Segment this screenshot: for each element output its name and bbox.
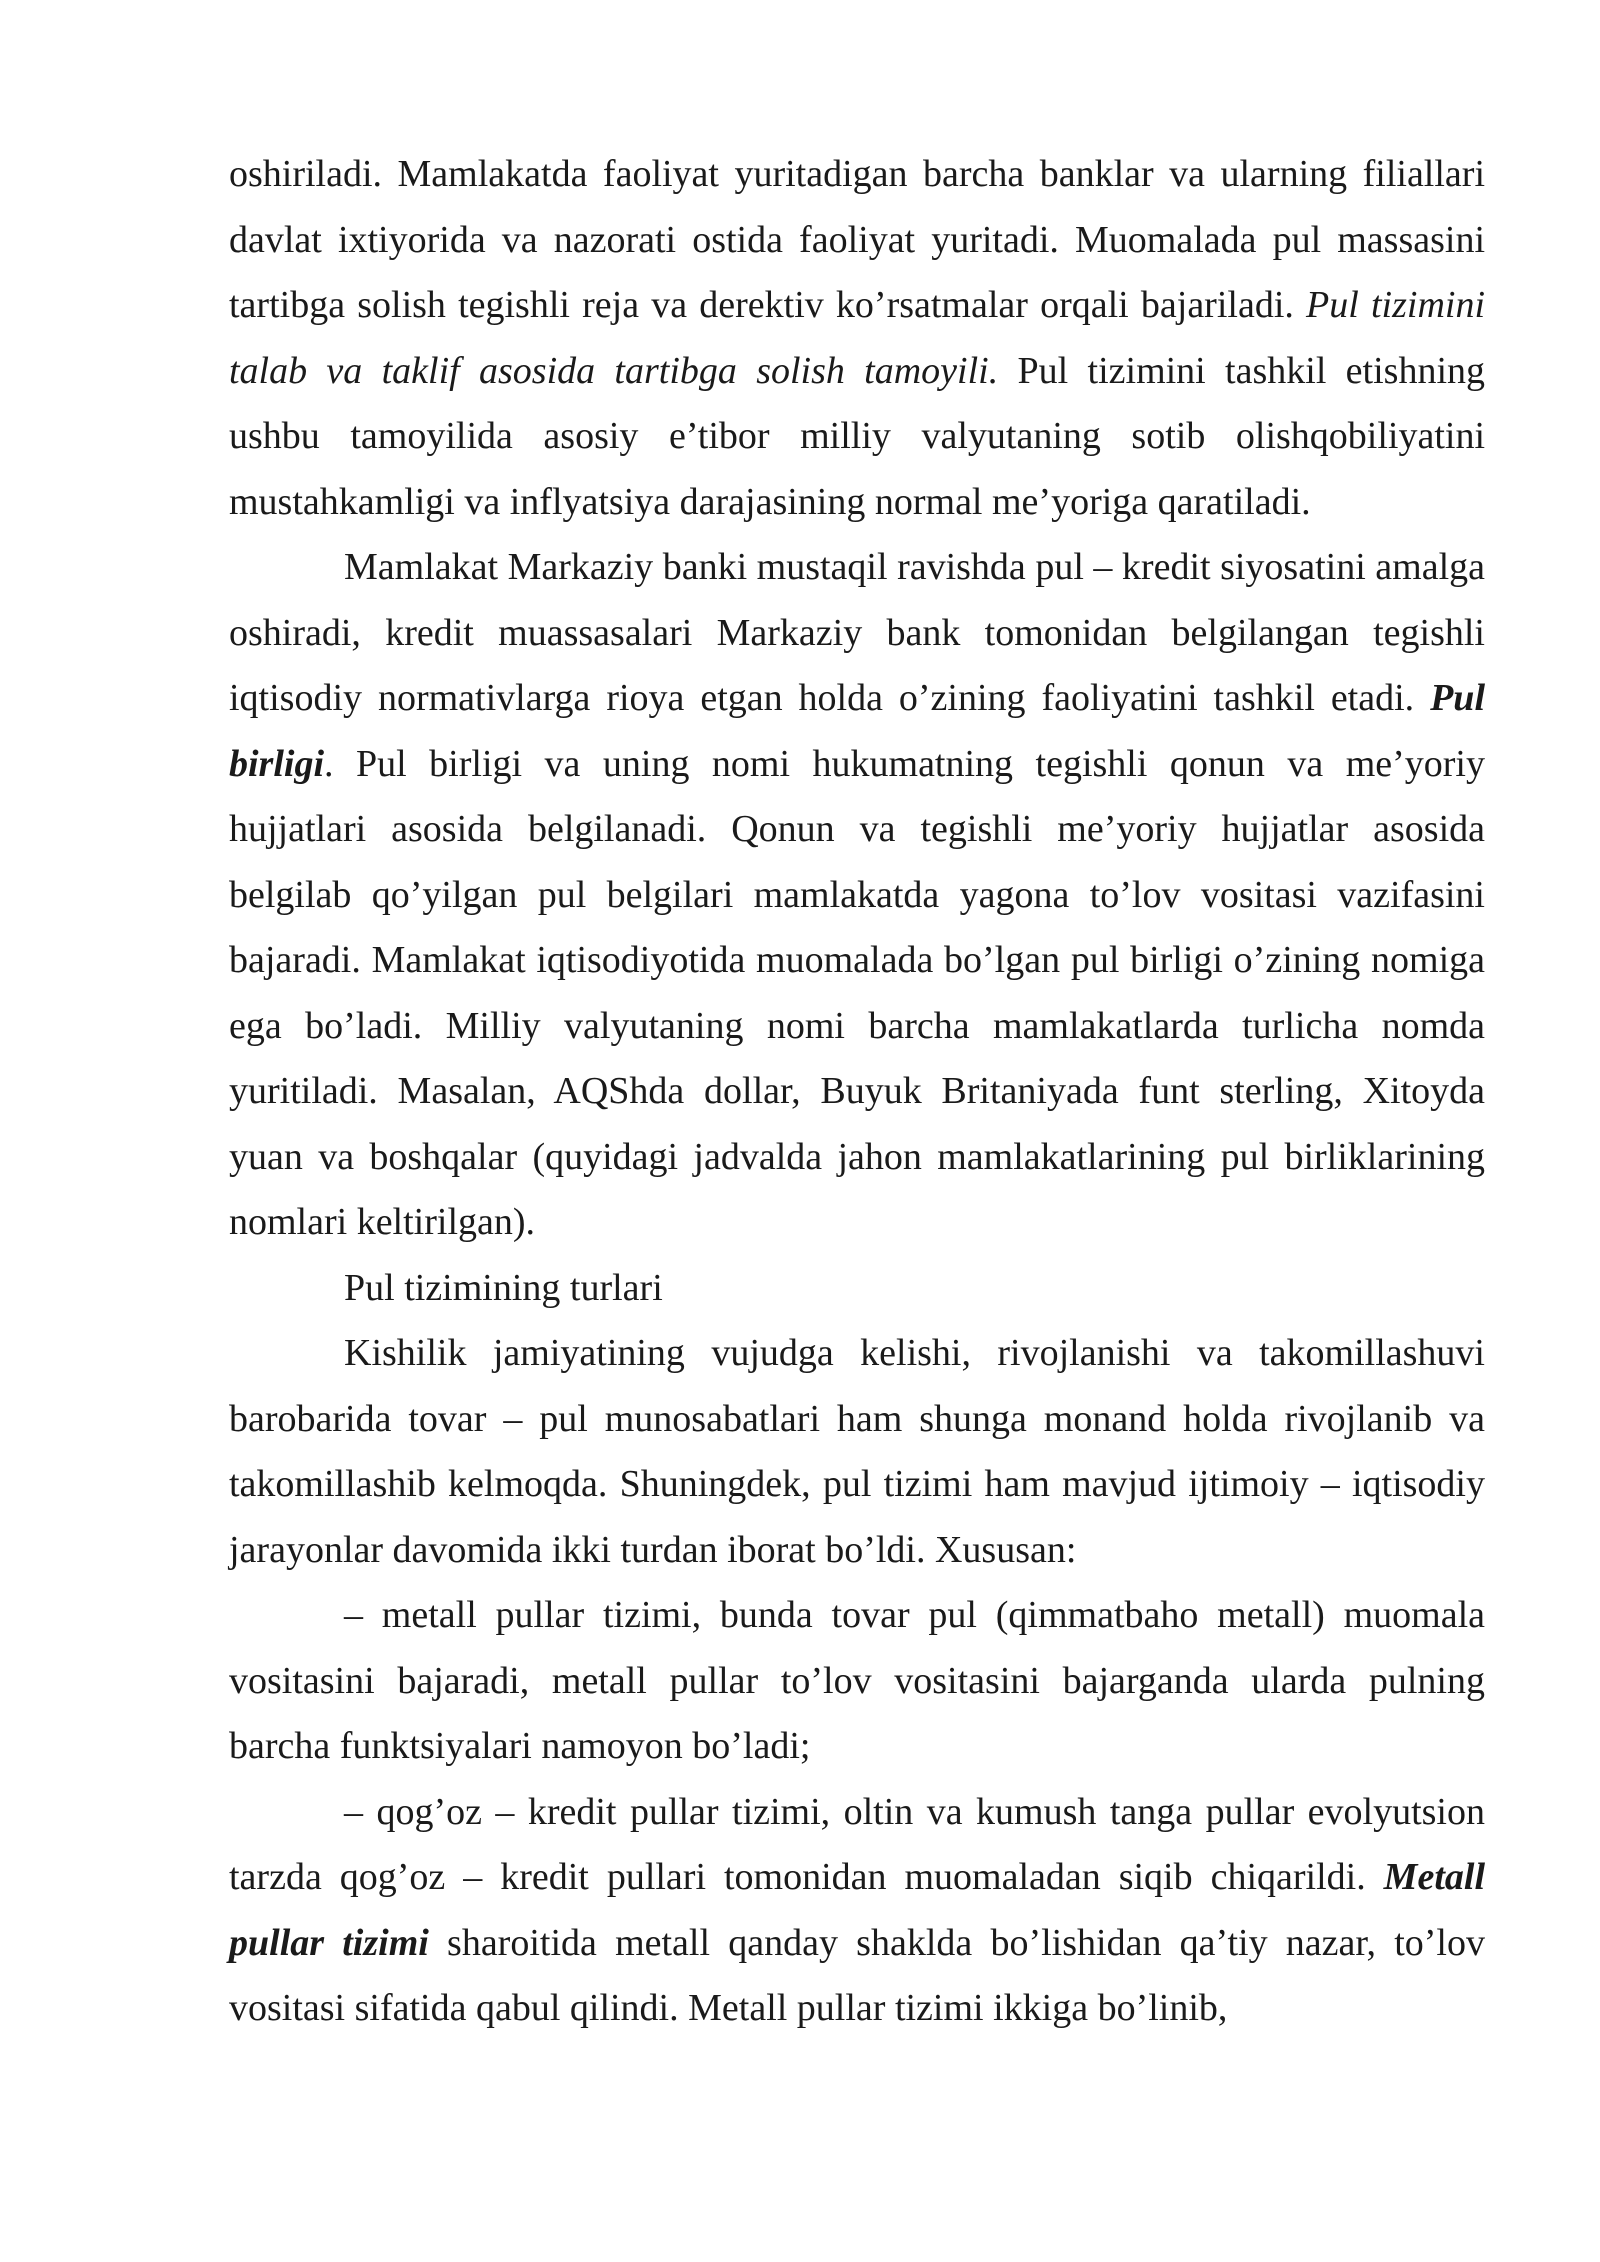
paragraph-1 <box>229 142 1485 535</box>
list-item-paper-text: – qog’oz – kredit pullar tizimi, oltin va kumush tanga pullar evolyutsion tarzda qog’oz – kredit pullari tomonidan muomaladan siqib chiqarildi. <box>229 1790 1485 1898</box>
list-item-metal: – metall pullar tizimi, bunda tovar pul (qimmatbaho metall) muomala vositasini bajaradi, metall pullar to’lov vositasini bajarganda ularda pulning barcha funktsiyalari namoyon bo’ladi; <box>229 1594 1485 1767</box>
principle-term: Pul tizimini talab va taklif asosida tartibga solish tamoyili. <box>229 284 1485 392</box>
currency-unit-term: Pul birligi <box>229 677 1485 785</box>
document-page <box>229 142 1485 2042</box>
paragraph-2 <box>229 535 1485 1256</box>
paragraph-3: Kishilik jamiyatining vujudga kelishi, rivojlanishi va takomillashuvi barobarida tovar – pul munosabatlari ham shunga monand holda rivojlanib va takomillashib kelmoqda. Shuningdek, pul tizimi ham mavjud ijtimoiy – iqtisodiy jarayonlar davomida ikki turdan iborat bo’ldi. Xususan: <box>229 1332 1485 1571</box>
paragraph-2-body: . Pul birligi va uning nomi hukumatning tegishli qonun va me’yoriy hujjatlari asosida belgilanadi. Qonun va tegishli me’yoriy hujjatlar asosida belgilab qo’yilgan pul belgilari mamlakatda yagona to’lov vositasi vazifasini bajaradi. Mamlakat iqtisodiyotida muomalada bo’lgan pul birligi o’zining nomiga ega bo’ladi. Milliy valyutaning nomi barcha mamlakatlarda turlicha nomda yuritiladi. Masalan, AQShda dollar, Buyuk Britaniyada funt sterling, Xitoyda yuan va boshqalar (quyidagi jadvalda jahon mamlakatlarining pul birliklarining nomlari keltirilgan). <box>229 742 1485 1243</box>
paragraph-1-body: Pul tizimini tashkil etishning ushbu tamoyilida asosiy e’tibor milliy valyutaning sotib olishqobiliyatini mustahkamligi va inflyatsiya darajasining normal me’yoriga qaratiladi. <box>229 349 1486 523</box>
paragraph-1-intro: oshiriladi. Mamlakatda faoliyat yuritadigan barcha banklar va ularning filiallari davlat ixtiyorida va nazorati ostida faoliyat yuritadi. Muomalada pul massasini tartibga solish tegishli reja va derektiv ko’rsatmalar orqali bajariladi. <box>229 153 1485 326</box>
metal-system-body: sharoitida metall qanday shaklda bo’lishidan qa’tiy nazar, to’lov vositasi sifatida qabul qilindi. Metall pullar tizimi ikkiga bo’linib, <box>229 1921 1485 2029</box>
paragraph-2-text: Mamlakat Markaziy banki mustaqil ravishda pul – kredit siyosatini amalga oshiradi, kredit muassasalari Markaziy bank tomonidan belgilangan tegishli iqtisodiy normativlarga rioya etgan holda o’zining faoliyatini tashkil etadi. <box>229 546 1485 719</box>
metal-system-term: Metall pullar tizimi <box>229 1856 1485 1964</box>
section-heading: Pul tizimining turlari <box>344 1266 663 1309</box>
list-item-paper <box>229 1780 1485 2042</box>
